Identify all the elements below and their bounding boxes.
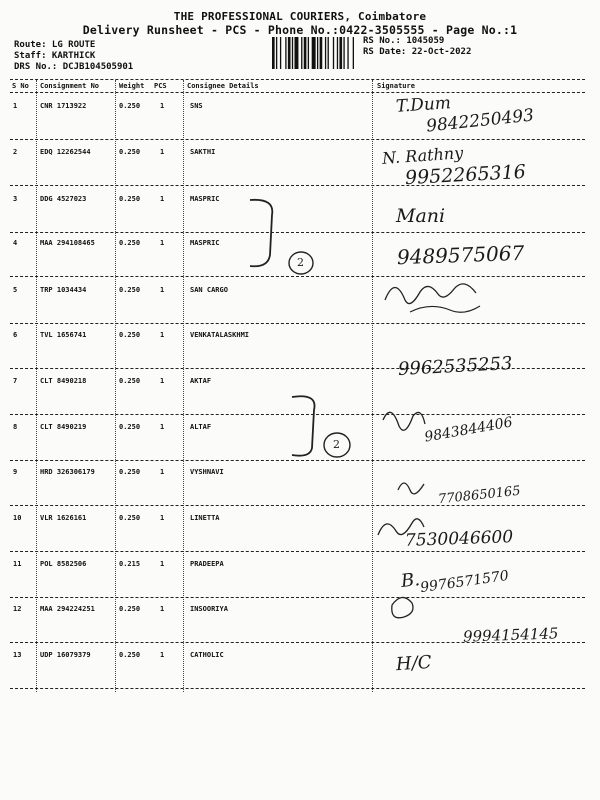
signature-scribble <box>385 284 476 304</box>
row-consignment-no: CNR 1713922 <box>40 102 87 110</box>
signature-phone: 9843844406 <box>423 414 514 446</box>
runsheet-title: Delivery Runsheet - PCS - Phone No.:0422-3505555 - Page No.:1 <box>82 23 518 37</box>
row-sno: 12 <box>13 605 22 613</box>
row-consignee: VENKATALASKHMI <box>190 331 250 339</box>
row-weight: 0.215 <box>119 560 141 568</box>
row-pcs: 1 <box>160 560 165 568</box>
col-sno: S No <box>12 82 29 90</box>
signature-phone: 9962535253 <box>397 353 514 380</box>
signature-phone: 9952265316 <box>404 160 527 190</box>
row-consignee: SAN CARGO <box>190 286 228 294</box>
bracket-mark <box>292 396 315 455</box>
signature-phone: 9994154145 <box>462 624 559 646</box>
row-consignee: SAKTHI <box>190 148 216 156</box>
signature-scribble <box>383 412 425 430</box>
row-pcs: 1 <box>160 468 165 476</box>
col-consignment: Consignment No <box>40 82 100 90</box>
row-weight: 0.250 <box>119 423 141 431</box>
row-weight: 0.250 <box>119 195 141 203</box>
row-weight: 0.250 <box>119 514 141 522</box>
row-consignment-no: POL 8582506 <box>40 560 87 568</box>
row-sno: 2 <box>13 148 18 156</box>
row-weight: 0.250 <box>119 468 141 476</box>
row-sno: 5 <box>13 286 18 294</box>
row-pcs: 1 <box>160 514 165 522</box>
row-weight: 0.250 <box>119 605 141 613</box>
row-consignee: MASPRIC <box>190 195 220 203</box>
rs-number: RS No.: 1045059 <box>363 36 445 46</box>
signature-phone: 7708650165 <box>437 483 522 508</box>
row-sno: 13 <box>13 651 22 659</box>
row-sno: 3 <box>13 195 18 203</box>
route-label: Route: LG ROUTE <box>14 40 96 50</box>
row-consignee: SNS <box>190 102 203 110</box>
signature-scribble <box>392 597 413 617</box>
signature-phone: 9842250493 <box>425 105 535 137</box>
row-consignee: VYSHNAVI <box>190 468 224 476</box>
signature-phone: 9976571570 <box>419 567 510 597</box>
circled-number: 2 <box>333 438 340 451</box>
col-signature: Signature <box>377 82 415 90</box>
row-consignee: MASPRIC <box>190 239 220 247</box>
signature-scribble <box>410 306 480 312</box>
row-weight: 0.250 <box>119 239 141 247</box>
rs-date: RS Date: 22-Oct-2022 <box>363 47 472 57</box>
row-pcs: 1 <box>160 239 165 247</box>
row-consignment-no: MAA 294224251 <box>40 605 95 613</box>
row-pcs: 1 <box>160 605 165 613</box>
row-pcs: 1 <box>160 651 165 659</box>
row-consignment-no: DDG 4527023 <box>40 195 87 203</box>
bracket-mark <box>250 200 272 266</box>
row-consignment-no: CLT 8490218 <box>40 377 87 385</box>
row-consignee: AKTAF <box>190 377 212 385</box>
circled-number: 2 <box>297 256 304 269</box>
signature-phone: 7530046600 <box>404 527 514 551</box>
signature-scribble <box>378 519 424 535</box>
row-sno: 10 <box>13 514 22 522</box>
signature-name: Mani <box>396 205 446 227</box>
row-pcs: 1 <box>160 423 165 431</box>
row-weight: 0.250 <box>119 377 141 385</box>
row-consignment-no: CLT 8490219 <box>40 423 87 431</box>
row-consignee: ALTAF <box>190 423 212 431</box>
row-sno: 1 <box>13 102 18 110</box>
row-pcs: 1 <box>160 377 165 385</box>
row-sno: 11 <box>13 560 22 568</box>
row-weight: 0.250 <box>119 102 141 110</box>
staff-label: Staff: KARTHICK <box>14 51 96 61</box>
row-sno: 4 <box>13 239 18 247</box>
row-consignment-no: VLR 1626161 <box>40 514 87 522</box>
row-sno: 9 <box>13 468 18 476</box>
row-pcs: 1 <box>160 195 165 203</box>
row-sno: 7 <box>13 377 18 385</box>
row-consignee: LINETTA <box>190 514 220 522</box>
signature-name: N. Rathny <box>381 143 464 168</box>
col-pcs: PCS <box>154 82 167 90</box>
row-weight: 0.250 <box>119 331 141 339</box>
row-consignment-no: TVL 1656741 <box>40 331 87 339</box>
signature-scribble <box>398 483 424 494</box>
row-pcs: 1 <box>160 331 165 339</box>
row-consignee: INSOORIYA <box>190 605 228 613</box>
row-consignment-no: UDP 16079379 <box>40 651 91 659</box>
row-consignment-no: TRP 1034434 <box>40 286 87 294</box>
row-consignee: PRADEEPA <box>190 560 224 568</box>
row-consignment-no: EDQ 12262544 <box>40 148 91 156</box>
row-consignee: CATHOLIC <box>190 651 224 659</box>
signature-name: H/C <box>395 651 433 676</box>
signature-phone: 9489575067 <box>396 240 525 270</box>
row-pcs: 1 <box>160 148 165 156</box>
signature-name: B. <box>399 569 421 592</box>
signature-name: T.Dum <box>395 93 452 117</box>
col-consignee-details: Consignee Details <box>187 82 259 90</box>
row-pcs: 1 <box>160 102 165 110</box>
drs-number: DRS No.: DCJB104505901 <box>14 62 134 72</box>
row-sno: 8 <box>13 423 18 431</box>
row-consignment-no: MAA 294108465 <box>40 239 95 247</box>
row-weight: 0.250 <box>119 286 141 294</box>
row-weight: 0.250 <box>119 148 141 156</box>
row-pcs: 1 <box>160 286 165 294</box>
col-weight: Weight <box>119 82 145 90</box>
company-title: THE PROFESSIONAL COURIERS, Coimbatore <box>173 10 427 23</box>
row-sno: 6 <box>13 331 18 339</box>
row-weight: 0.250 <box>119 651 141 659</box>
row-consignment-no: HRD 326306179 <box>40 468 95 476</box>
